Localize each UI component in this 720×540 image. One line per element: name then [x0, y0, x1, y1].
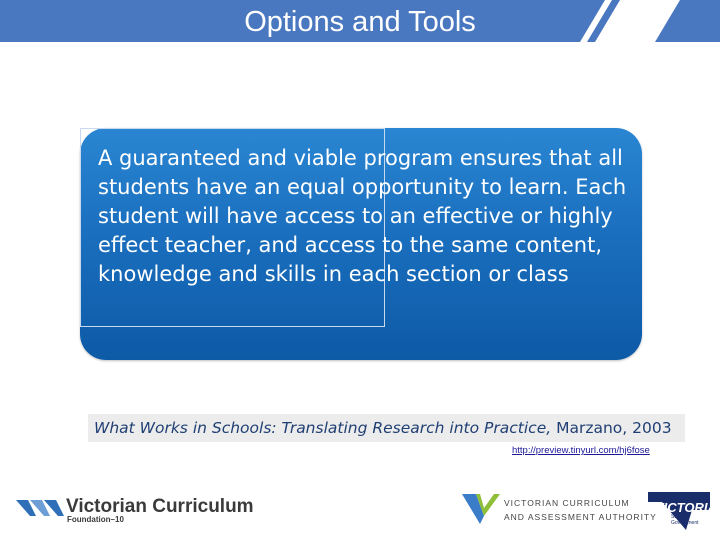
- reference-link[interactable]: http://preview.tinyurl.com/hj6fose: [512, 445, 650, 456]
- citation-book-title: What Works in Schools: Translating Research into Practice,: [94, 419, 552, 437]
- vcaa-line-1: VICTORIAN CURRICULUM: [504, 498, 630, 508]
- citation-banner: [88, 414, 685, 442]
- victoria-name: VICTORIA: [655, 500, 717, 515]
- victoria-subtitle: State Government: [671, 514, 699, 526]
- slide-title: Options and Tools: [244, 6, 476, 38]
- vcaa-logo-icon: [462, 494, 500, 524]
- vc-name: Victorian Curriculum: [66, 496, 254, 517]
- victorian-curriculum-logo-icon: [16, 494, 64, 520]
- citation-text: [94, 417, 672, 439]
- citation-author-year: Marzano, 2003: [551, 419, 672, 437]
- vc-subtitle: Foundation–10: [67, 515, 124, 524]
- quote-text: A guaranteed and viable program ensures that all students have an equal opportunity to learn. Each student will have access to an effective or highly effect teacher, and access to the same content, knowledge and skills in each section or class: [98, 146, 627, 286]
- header-band: [0, 0, 720, 42]
- vcaa-line-2: AND ASSESSMENT AUTHORITY: [504, 512, 657, 522]
